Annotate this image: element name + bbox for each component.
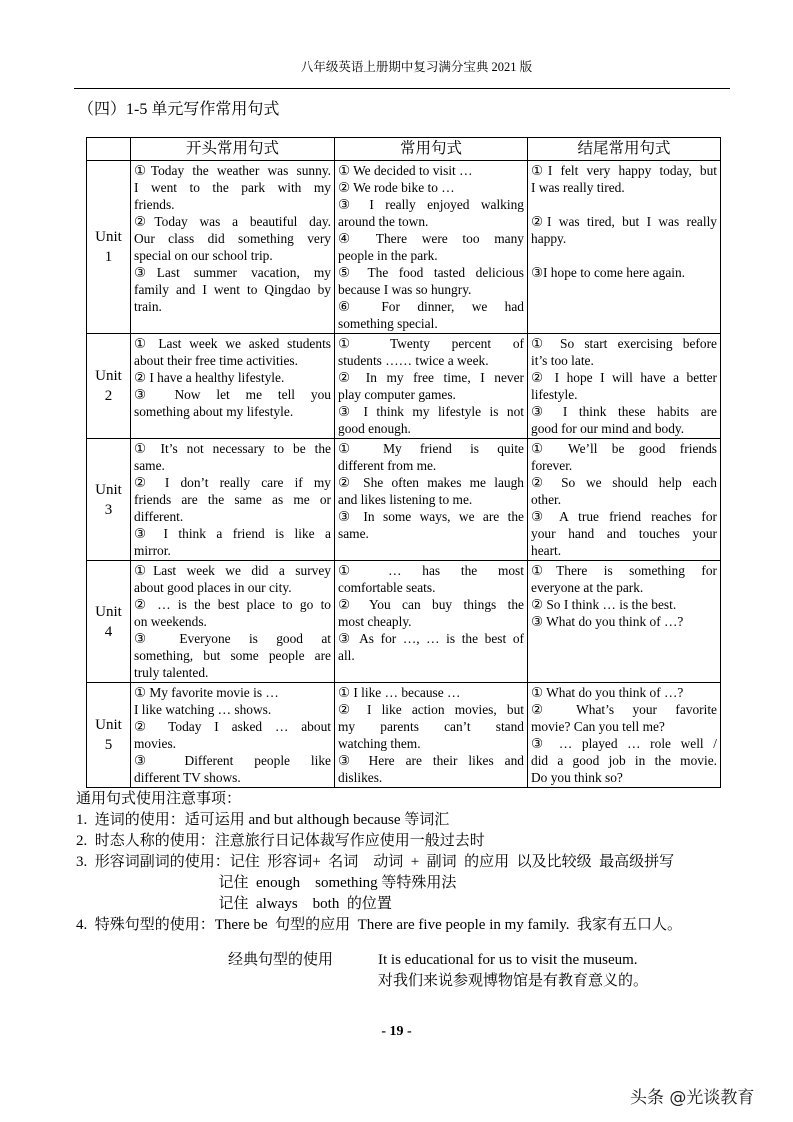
common-sentences [335,683,528,788]
unit-label [87,334,131,439]
usage-notes [76,789,736,936]
classic-label: 经典句型的使用 [228,952,334,968]
sentence-line: ③ I really enjoyed walking [338,197,524,212]
sentence-line: ①Last week we did a survey [134,563,331,578]
sentence-line: other. [531,492,562,507]
sentence-line: ⑤ The food tasted delicious [338,265,524,280]
sentence-line: ①I felt very happy today, but [531,163,717,178]
sentence-line: watching them. [338,736,421,751]
sentence-line: good enough. [338,421,411,436]
sentence-line: I went to the park with my [134,180,331,195]
sentence-line: ② I hope I will have a better [531,370,717,385]
sentence-line: different TV shows. [134,770,241,785]
note-line: 记住 always both 的位置 [76,896,392,912]
sentence-line: heart. [531,543,562,558]
sentence-line: ③ … played … role well / [531,736,717,751]
sentence-line: students …… twice a week. [338,353,489,368]
unit-label-text: 5 [104,737,113,753]
sentence-line: ② She often makes me laugh [338,475,524,490]
column-header: 开头常用句式 [131,138,335,161]
closing-sentences [528,439,721,561]
sentence-line: friends are the same as me or [134,492,331,507]
watermark: 头条 @光谈教育 [630,1088,755,1108]
sentence-line: ③ Everyone is good at [134,631,331,646]
column-header: 常用句式 [335,138,528,161]
sentence-line: about their free time activities. [134,353,298,368]
sentence-line: movie? Can you tell me? [531,719,665,734]
writing-sentences-table [86,137,721,788]
unit-label [87,439,131,561]
sentence-line: most cheaply. [338,614,412,629]
sentence-line: forever. [531,458,573,473]
sentence-line: ③ What do you think of …? [531,614,684,629]
sentence-line: Do you think so? [531,770,623,785]
unit-label [87,161,131,334]
sentence-line: same. [134,458,165,473]
sentence-line: friends. [134,197,175,212]
sentence-line: something about my lifestyle. [134,404,294,419]
sentence-line: ③ A true friend reaches for [531,509,717,524]
opening-sentences [131,683,335,788]
unit-label-text: 4 [104,623,113,640]
sentence-line: something, but some people are [134,648,331,663]
closing-sentences [528,334,721,439]
sentence-line: ② So we should help each [531,475,717,490]
sentence-line: about good places in our city. [134,580,292,595]
sentence-line: my parents can’t stand [338,719,524,734]
sentence-line: ① It’s not necessary to be the [134,441,331,456]
sentence-line: ③ Different people like [134,753,331,768]
unit-label [87,561,131,683]
sentence-line: ① Last week we asked students [134,336,331,351]
opening-sentences [131,561,335,683]
sentence-line: ① So start exercising before [531,336,717,351]
sentence-line: movies. [134,736,177,751]
sentence-line [531,196,717,213]
unit-label-text: Unit [95,481,122,498]
sentence-line: ② I have a healthy lifestyle. [134,370,285,385]
sentence-line: mirror. [134,543,171,558]
sentence-line: ① Twenty percent of [338,336,524,351]
sentence-line: ① My friend is quite [338,441,524,456]
sentence-line: ① We’ll be good friends [531,441,717,456]
unit-label-text: Unit [95,229,122,245]
sentence-line: ①Today the weather was sunny. [134,163,331,178]
sentence-line: ① My favorite movie is … [134,685,279,700]
unit-label-text: Unit [95,368,122,384]
note-line: 4. 特殊句型的使用：There be 句型的应用 There are five people in my family. 我家有五口人。 [76,917,682,933]
sentence-line: comfortable seats. [338,580,436,595]
column-header [87,138,131,161]
classic-english: It is educational for us to visit the museum. [378,952,638,968]
sentence-line: everyone at the park. [531,580,644,595]
page-number: - 19 - [381,1024,412,1039]
note-line: 3. 形容词副词的使用：记住 形容词+ 名词 动词 + 副词 的应用 以及比较级 最高级拼写 [76,854,675,870]
table-row [87,683,721,788]
column-header: 结尾常用句式 [528,138,721,161]
table-row [87,334,721,439]
sentence-line: did a good job in the movie. [531,753,717,768]
sentence-line: happy. [531,231,567,246]
sentence-line: ② I like action movies, but [338,702,524,717]
note-line: 记住 enough something 等特殊用法 [76,875,457,891]
sentence-line: on weekends. [134,614,207,629]
sentence-line: ③ Now let me tell you [134,387,331,402]
sentence-line: train. [134,299,162,314]
sentence-line: truly talented. [134,665,209,680]
sentence-line: special on our school trip. [134,248,273,263]
sentence-line: people in the park. [338,248,438,263]
note-line: 2. 时态人称的使用：注意旅行日记体裁写作应使用一般过去时 [76,833,485,849]
sentence-line: ③ I think these habits are [531,404,717,419]
opening-sentences [131,161,335,334]
sentence-line: ② Today I asked … about [134,719,331,734]
sentence-line: ③Last summer vacation, my [134,265,331,280]
sentence-line: ② I don’t really care if my [134,475,331,490]
table-row [87,439,721,561]
opening-sentences [131,439,335,561]
sentence-line: your hand and touches your [531,526,717,541]
sentence-line: around the town. [338,214,429,229]
unit-label-text: Unit [95,603,122,620]
classic-chinese: 对我们来说参观博物馆是有教育意义的。 [378,973,649,989]
sentence-line: ③I hope to come here again. [531,265,686,280]
sentence-line: ① I like … because … [338,685,461,700]
sentence-line: ② We rode bike to … [338,180,455,195]
sentence-line: family and I went to Qingdao by [134,282,331,297]
sentence-line: ③ I think a friend is like a [134,526,331,541]
sentence-line: ③ As for …, … is the best of [338,631,524,646]
note-line: 1. 连词的使用：适可运用 and but although because 等词汇 [76,812,450,828]
sentence-line: ③ I think my lifestyle is not [338,404,524,419]
closing-sentences [528,161,721,334]
common-sentences [335,161,528,334]
sentence-line: good for our mind and body. [531,421,685,436]
sentence-line: ③ Here are their likes and [338,753,524,768]
sentence-line: ⑥ For dinner, we had [338,299,524,314]
table-row [87,561,721,683]
table-row [87,161,721,334]
header-rule [74,88,730,89]
sentence-line: ② So I think … is the best. [531,597,677,612]
section-title: （四）1-5 单元写作常用句式 [78,101,280,118]
content-flow [76,137,736,992]
unit-label-text: Unit [95,717,122,733]
unit-label-text: 2 [104,388,113,404]
common-sentences [335,334,528,439]
table-header-row [87,138,721,161]
common-sentences [335,439,528,561]
sentence-line: ②Today was a beautiful day. [134,214,331,229]
notes-title: 通用句式使用注意事项： [76,791,242,807]
unit-label-text: 3 [104,501,113,518]
sentence-line: all. [338,648,355,663]
sentence-line: lifestyle. [531,387,578,402]
sentence-line: same. [338,526,369,541]
sentence-line: ① … has the most [338,563,524,578]
opening-sentences [131,334,335,439]
classic-sentence [228,950,736,992]
sentence-line: ② What’s your favorite [531,702,717,717]
sentence-line: something special. [338,316,438,331]
sentence-line: dislikes. [338,770,383,785]
closing-sentences [528,561,721,683]
sentence-line: ③ In some ways, we are the [338,509,524,524]
sentence-line: ① We decided to visit … [338,163,473,178]
closing-sentences [528,683,721,788]
running-header: 八年级英语上册期中复习满分宝典 2021 版 [300,60,533,74]
unit-label-text: 1 [104,249,113,265]
sentence-line: play computer games. [338,387,456,402]
sentence-line: ④ There were too many [338,231,524,246]
classic-example [378,950,648,992]
sentence-line: different. [134,509,184,524]
unit-label [87,683,131,788]
sentence-line: I like watching … shows. [134,702,272,717]
sentence-line: ① What do you think of …? [531,685,684,700]
sentence-line: ② In my free time, I never [338,370,524,385]
sentence-line: and likes listening to me. [338,492,473,507]
sentence-line: different from me. [338,458,437,473]
sentence-line: ② You can buy things the [338,597,524,612]
sentence-line: ①There is something for [531,563,717,578]
sentence-line: ②I was tired, but I was really [531,214,717,229]
common-sentences [335,561,528,683]
sentence-line [531,247,717,264]
sentence-line: I was really tired. [531,180,625,195]
sentence-line: because I was so hungry. [338,282,472,297]
sentence-line: Our class did something very [134,231,331,246]
sentence-line: it’s too late. [531,353,594,368]
sentence-line: ② … is the best place to go to [134,597,331,612]
